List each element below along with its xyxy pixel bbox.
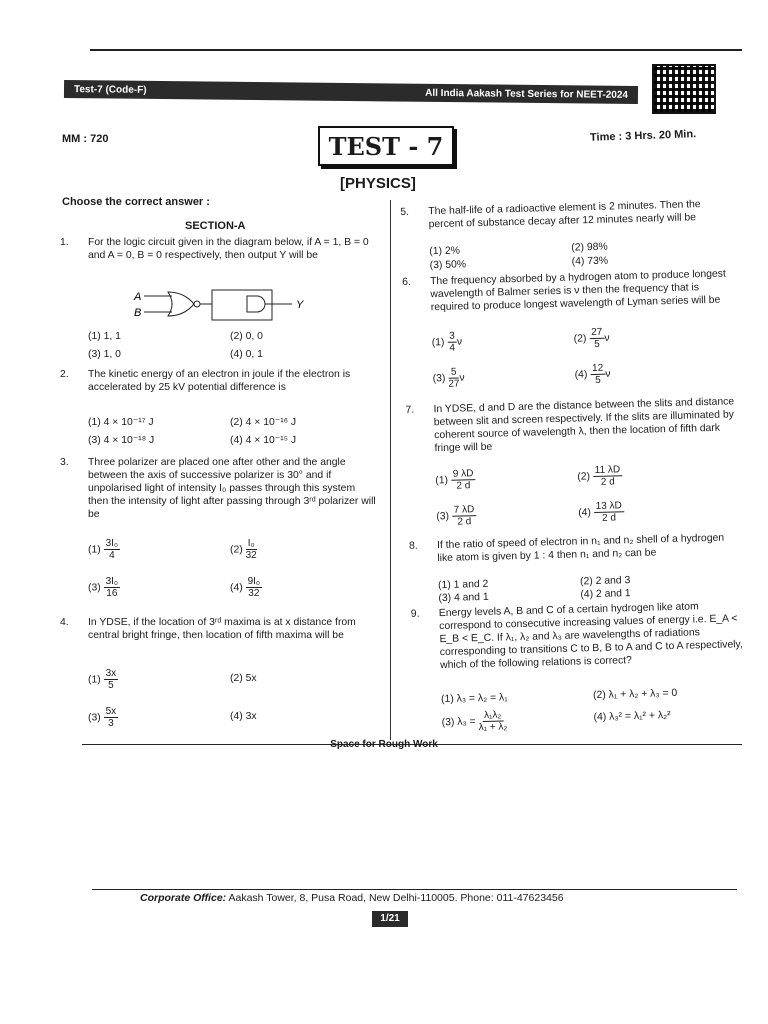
q7-option-1[interactable]: (1) $\frac{9 \lambda D}{2 d}$: [435, 468, 476, 492]
q8-option-3[interactable]: (3) 4 and 1: [438, 591, 489, 605]
q1-option-1[interactable]: (1) 1, 1: [88, 331, 121, 342]
q5-option-3[interactable]: (3) 50%: [429, 259, 467, 272]
right-column: 5. The half-life of a radioactive element is 2 minutes. Then the percent of substance decay after 12 minutes nearly will be (1) 2% (2) 98% (3) 50% (4) 73% 6. The frequency absorbed by a hydrogen atom to produce longest wavelength of Balmer series is ν then the frequency that is required to produce longest wavelength of Lyman series will be (1) $\frac{3}{4}$ ν (2) $\frac{27}{5}$ ν (3) $\frac{5}{27}$ ν (4) $\frac{12}{5}$ ν 7. In YDSE, d and D are the distance between the slits and distance between slit and screen respectively. If the slits are illuminated by coherent source of wavelength λ, then the location of fifth dark fringe will be (1) $\frac{9 \lambda D}{2 d}$ (2) $\frac{11 \lambda D}{2 d}$ (3) $\frac{7 \lambda D}{2 d}$ (4) $\frac{13 \lambda D}{2 d}$ 8. If the ratio of speed of electron in n₁ and n₂ shell of a hydrogen like atom is given by 1 : 4 then n₁ and n₂ can be (1) 1 and 2 (2) 2 and 3 (3) 4 and 1 (4) 2 and 1 9. Energy levels A, B and C of a certain hydrogen like atom correspond to consecutive increasing values of energy i.e. E_A < E_B < E_C. If λ₁, λ₂ and λ₃ are wavelengths of radiations corresponding to transitions C to B, B to A and C to A respectively, which of the following relations is correct? (1) λ₃ = λ₂ = λ₁ (2) λ₁ + λ₂ + λ₃ = 0 (3) λ₃ = $\frac{\text{λ₁λ₂}}{\text{λ₁ + λ₂}}$ (4) λ₃² = λ₁² + λ₂²: [400, 191, 754, 740]
time-limit: Time : 3 Hrs. 20 Min.: [589, 128, 697, 144]
column-divider: [390, 200, 391, 740]
section-title: SECTION-A: [185, 220, 246, 232]
q1-option-3[interactable]: (3) 1, 0: [88, 349, 121, 360]
q1-option-2[interactable]: (2) 0, 0: [230, 331, 263, 342]
q4-option-2[interactable]: (2) 5x: [230, 673, 257, 684]
q8-option-1[interactable]: (1) 1 and 2: [437, 578, 489, 592]
logic-circuit-diagram: [132, 286, 312, 326]
question-text: Energy levels A, B and C of a certain hydrogen like atom correspond to consecutive increasing values of energy i.e. E_A < E_B < E_C. If λ₁, λ₂ and λ₃ are wavelengths of radiations corresponding to transitions C to B, B to A and C to A respectively, which of the following relations is correct?: [438, 601, 743, 672]
test-code: Test-7 (Code-F): [73, 83, 147, 96]
page-number: 1/21: [372, 911, 408, 927]
corp-address: Aakash Tower, 8, Pusa Road, New Delhi-110005. Phone: 011-47623456: [226, 892, 564, 904]
q9-option-3[interactable]: (3) λ₃ = $\frac{\text{λ₁λ₂}}{\text{λ₁ + λ₂}}$: [441, 709, 508, 734]
q8-option-4[interactable]: (4) 2 and 1: [580, 588, 631, 601]
q5-option-2[interactable]: (2) 98%: [571, 241, 608, 254]
q3-option-2[interactable]: (2) $\frac{\text{I₀}}{32}$: [230, 538, 257, 561]
q5-option-1[interactable]: (1) 2%: [429, 245, 461, 258]
header-bar: [64, 80, 638, 104]
test-title: TEST - 7: [318, 126, 454, 166]
q2-option-3[interactable]: (3) 4 × 10⁻¹⁸ J: [88, 435, 155, 446]
question-text: The half-life of a radioactive element is 2 minutes. Then the percent of substance decay after 12 minutes nearly will be: [428, 199, 701, 231]
q9-option-1[interactable]: (1) λ₃ = λ₂ = λ₁: [440, 692, 508, 706]
q6-option-4[interactable]: (4) $\frac{12}{5}$ ν: [574, 362, 611, 386]
rough-work-label: Space for Rough Work: [330, 739, 438, 750]
question-number: 3.: [60, 457, 69, 468]
q3-option-4[interactable]: (4) $\frac{\text{9I₀}}{32}$: [230, 576, 261, 599]
q1-option-4[interactable]: (4) 0, 1: [230, 349, 263, 360]
question-text: For the logic circuit given in the diagram below, if A = 1, B = 0 and A = 0, B = 0 respectively, then output Y will be: [88, 237, 369, 261]
footer-rule: [92, 889, 737, 890]
q7-option-2[interactable]: (2) $\frac{11 \lambda D}{2 d}$: [577, 464, 623, 488]
q2-option-4[interactable]: (4) 4 × 10⁻¹⁵ J: [230, 435, 297, 446]
question-text: Three polarizer are placed one after other and the angle between the axis of successive polarizer is 30° and if unpolarised light of intensity I₀ passes through this system then the intensity of light after passing through 3ʳᵈ polarizer will be: [88, 457, 376, 520]
question-text: The frequency absorbed by a hydrogen atom to produce longest wavelength of Balmer series is ν then the frequency that is required to produce longest wavelength of Lyman series will be: [430, 268, 726, 314]
question-text: If the ratio of speed of electron in n₁ and n₂ shell of a hydrogen like atom is given by 1 : 4 then n₁ and n₂ can be: [436, 532, 725, 565]
q7-option-3[interactable]: (3) $\frac{7 \lambda D}{2 d}$: [436, 504, 477, 528]
question-number: 1.: [60, 237, 69, 248]
q5-option-4[interactable]: (4) 73%: [571, 255, 609, 268]
question-text: In YDSE, if the location of 3ʳᵈ maxima is at x distance from central bright fringe, then location of fifth maxima will be: [88, 617, 356, 641]
qr-code: [652, 64, 716, 114]
q6-option-1[interactable]: (1) $\frac{3}{4}$ ν: [431, 330, 463, 354]
q2-option-1[interactable]: (1) 4 × 10⁻¹⁷ J: [88, 417, 154, 428]
label-b: B: [134, 307, 142, 319]
question-text: In YDSE, d and D are the distance between the slits and distance between slit and screen respectively. If the slits are illuminated by coherent source of wavelength λ, then the location of fifth dark fringe will be: [433, 396, 735, 455]
max-marks: MM : 720: [62, 133, 109, 145]
q4-option-1[interactable]: (1) $\frac{3x}{5}$: [88, 668, 117, 691]
q9-option-2[interactable]: (2) λ₁ + λ₂ + λ₃ = 0: [592, 687, 678, 702]
instruction: Choose the correct answer :: [62, 196, 210, 208]
q6-option-3[interactable]: (3) $\frac{5}{27}$ ν: [432, 366, 465, 390]
q6-option-2[interactable]: (2) $\frac{27}{5}$ ν: [573, 326, 610, 350]
q8-option-2[interactable]: (2) 2 and 3: [579, 575, 631, 588]
subject-title: [PHYSICS]: [340, 175, 416, 192]
q2-option-2[interactable]: (2) 4 × 10⁻¹⁶ J: [230, 417, 297, 428]
corp-label: Corporate Office:: [140, 892, 227, 904]
q7-option-4[interactable]: (4) $\frac{13 \lambda D}{2 d}$: [578, 500, 624, 524]
question-number: 4.: [60, 617, 69, 628]
q3-option-1[interactable]: (1) $\frac{\text{3I₀}}{4}$: [88, 538, 119, 561]
q3-option-3[interactable]: (3) $\frac{\text{3I₀}}{16}$: [88, 576, 119, 599]
q9-option-4[interactable]: (4) λ₃² = λ₁² + λ₂²: [593, 710, 671, 724]
corporate-office: [140, 892, 564, 904]
series-name: All India Aakash Test Series for NEET-2024: [425, 87, 629, 101]
question-number: 2.: [60, 369, 69, 380]
question-text: The kinetic energy of an electron in joule if the electron is accelerated by 25 kV potential difference is: [88, 369, 351, 393]
left-column: [60, 236, 380, 736]
q4-option-4[interactable]: (4) 3x: [230, 711, 257, 722]
q4-option-3[interactable]: (3) $\frac{5x}{3}$: [88, 706, 117, 729]
label-a: A: [134, 291, 142, 303]
top-rule: [90, 49, 742, 51]
label-y: Y: [296, 299, 304, 311]
